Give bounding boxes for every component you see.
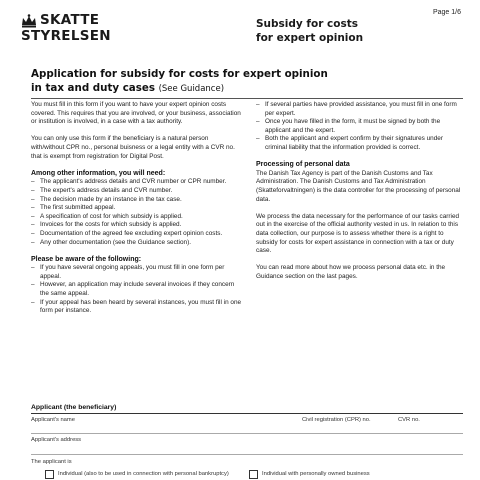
cvr-label: CVR no. bbox=[398, 417, 420, 423]
document-header-title: Subsidy for costs for expert opinion bbox=[256, 18, 364, 44]
list-item: – Both the applicant and expert confirm by their signatures under criminal liability that the information provided is correct. bbox=[256, 135, 466, 152]
intro-left-column bbox=[31, 101, 243, 324]
aware-list bbox=[31, 264, 243, 316]
privacy-paragraph-2: We process the data necessary for the performance of our tasks carried out in the exercise of the official authority vested in us. In relation to this data collection, our purpose is to assess whether there is a right to subsidy for costs for expert assistance in connection with a tax or duty case. bbox=[256, 212, 460, 255]
list-item: – Documentation of the agreed fee excluding expert opinion costs. bbox=[31, 230, 243, 239]
applicant-name-field[interactable] bbox=[31, 433, 463, 434]
aware-heading: Please be aware of the following: bbox=[31, 255, 142, 263]
list-item: – However, an application may include several invoices if they concern the same appeal. bbox=[31, 281, 243, 298]
privacy-paragraph-1: The Danish Tax Agency is part of the Danish Customs and Tax Administration. The Danish Customs and Tax Administration (Skatteforvaltningen) is the data controller for the processing of personal data. bbox=[256, 169, 461, 203]
list-item: – The applicant's address details and CVR number or CPR number. bbox=[31, 178, 243, 187]
intro-paragraph-2: You can only use this form if the beneficiary is a natural person with/without CPR no., personal buisness or a legal entity with a CVR no. that is exempt from registration for Digital Post. bbox=[31, 135, 235, 160]
individual-option-label: Individual (also to be used in connection with personal bankruptcy) bbox=[58, 471, 229, 477]
list-item: – A specification of cost for which subsidy is applied. bbox=[31, 213, 243, 222]
list-item: – If your appeal has been heard by several instances, you must fill in one form per instance. bbox=[31, 299, 243, 316]
individual-checkbox[interactable] bbox=[45, 470, 54, 479]
applicant-type-label: The applicant is bbox=[31, 459, 72, 465]
info-list bbox=[31, 178, 243, 247]
guidance-reference: (See Guidance) bbox=[158, 83, 225, 94]
page-number: Page 1/6 bbox=[432, 9, 461, 16]
crown-icon bbox=[21, 14, 37, 28]
list-item: – If you have several ongoing appeals, you must fill in one form per appeal. bbox=[31, 264, 243, 281]
list-item: – The first submitted appeal. bbox=[31, 204, 243, 213]
list-item: – If several parties have provided assistance, you must fill in one form per expert. bbox=[256, 101, 466, 118]
list-item: – Once you have filled in the form, it must be signed by both the applicant and the expert. bbox=[256, 118, 466, 135]
business-checkbox[interactable] bbox=[249, 470, 258, 479]
logo-text-styrelsen: STYRELSEN bbox=[21, 28, 111, 44]
applicant-address-label: Applicant's address bbox=[31, 437, 82, 443]
applicant-address-field[interactable] bbox=[31, 454, 463, 455]
privacy-heading: Processing of personal data bbox=[256, 161, 350, 169]
privacy-paragraph-3: You can read more about how we process personal data etc. in the Guidance section on the last pages. bbox=[256, 264, 446, 280]
list-item: – Invoices for the costs for which subsidy is applied. bbox=[31, 221, 243, 230]
intro-paragraph-1: You must fill in this form if you want to have your expert opinion costs covered. This requires that you are involved, or your business, association or institution is involved, in a case with a tax authority. bbox=[31, 101, 241, 126]
applicant-section-divider bbox=[31, 413, 463, 414]
skattestyrelsen-logo bbox=[21, 13, 131, 43]
cpr-label: Civil registration (CPR) no. bbox=[302, 417, 371, 423]
list-item: – The decision made by an instance in the tax case. bbox=[31, 196, 243, 205]
info-heading: Among other information, you will need: bbox=[31, 169, 166, 177]
applicant-section-title: Applicant (the beneficiary) bbox=[31, 404, 117, 411]
list-item: – Any other documentation (see the Guidance section). bbox=[31, 239, 243, 248]
applicant-name-label: Applicant's name bbox=[31, 417, 75, 423]
business-option-label: Individual with personally owned business bbox=[262, 471, 370, 477]
intro-right-column bbox=[256, 101, 466, 290]
logo-text-skatte: SKATTE bbox=[40, 12, 100, 28]
form-rules-list bbox=[256, 101, 466, 153]
title-divider bbox=[31, 98, 463, 99]
page-title: Application for subsidy for costs for expert opinion in tax and duty cases (See Guidance) bbox=[31, 68, 328, 94]
list-item: – The expert's address details and CVR number. bbox=[31, 187, 243, 196]
